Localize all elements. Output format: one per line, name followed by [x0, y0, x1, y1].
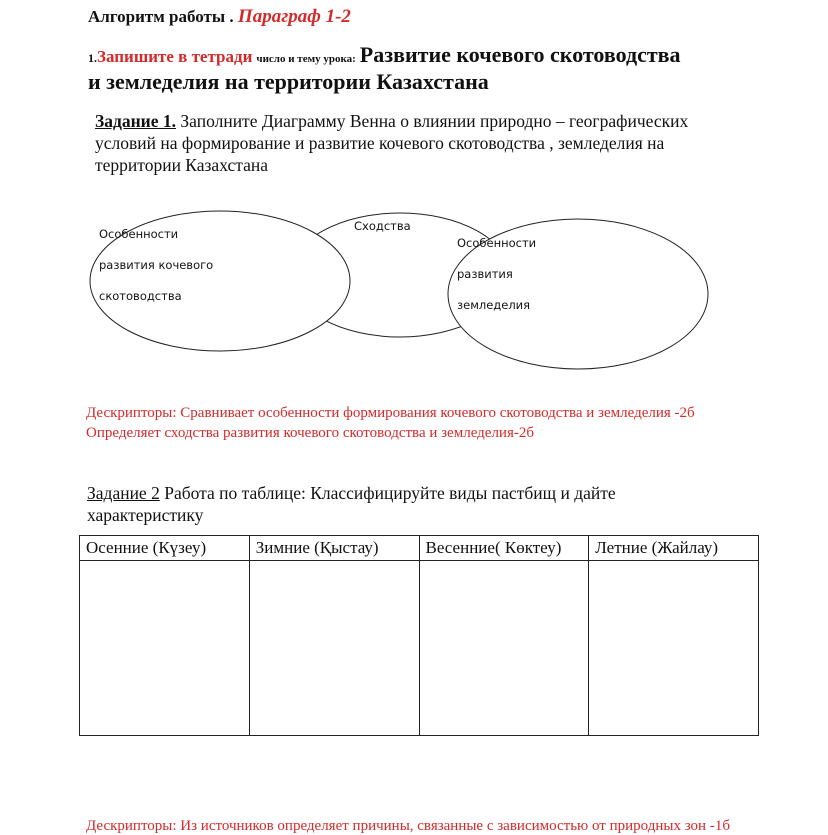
venn-right-text [457, 228, 536, 321]
write-instruction: Запишите в тетради [97, 47, 253, 66]
header-autumn: Осенние (Күзеу) [80, 536, 250, 561]
cell-autumn[interactable] [80, 561, 250, 736]
header-summer: Летние (Жайлау) [589, 536, 759, 561]
venn-middle-text: Сходства [354, 219, 411, 233]
task2-line1: Работа по таблице: Классифицируйте виды пастбищ и дайте [159, 483, 616, 503]
descriptors-1 [86, 403, 695, 443]
venn-left-3: скотоводства [99, 289, 182, 303]
topic-title-1: Развитие кочевого скотоводства [359, 42, 681, 67]
cell-winter[interactable] [249, 561, 419, 736]
table-header-row [80, 536, 759, 561]
venn-diagram [0, 0, 828, 400]
task1-label: Задание 1. [95, 111, 177, 131]
venn-right-2: развития [457, 267, 513, 281]
venn-right-3: земледелия [457, 298, 531, 312]
task2-label: Задание 2 [87, 483, 160, 503]
venn-right-1: Особенности [457, 236, 537, 250]
descriptor-1a: Дескрипторы: Сравнивает особенности формирования кочевого скотоводства и земледелия -2б [86, 405, 695, 421]
task2-line2: характеристику [87, 505, 204, 525]
task1-line1: Заполните Диаграмму Венна о влиянии природно – географических [176, 111, 689, 131]
task1-line2: условий на формирование и развитие кочевого скотоводства , земледелия на [95, 133, 665, 153]
algorithm-label: Алгоритм работы . [88, 7, 234, 26]
task2 [87, 482, 616, 526]
cell-summer[interactable] [589, 561, 759, 736]
descriptors-2: Дескрипторы: Из источников определяет причины, связанные с зависимостью от природных зон -1б [86, 818, 730, 834]
cell-spring[interactable] [419, 561, 589, 736]
topic-title-2: и земледелия на территории Казахстана [88, 69, 489, 94]
venn-left-1: Особенности [99, 227, 179, 241]
topic-number: 1. [88, 51, 97, 65]
descriptor-1b: Определяет сходства развития кочевого скотоводства и земледелия-2б [86, 425, 534, 441]
venn-left-2: развития кочевого [99, 258, 214, 272]
header-spring: Весенние( Көктеу) [419, 536, 589, 561]
paragraph-label: Параграф 1-2 [237, 6, 351, 27]
topic-small: число и тему урока: [256, 53, 356, 65]
task1-line3: территории Казахстана [95, 155, 268, 175]
header-winter: Зимние (Қыстау) [249, 536, 419, 561]
venn-left-text [99, 219, 213, 312]
pasture-table [79, 535, 759, 736]
table-row [80, 561, 759, 736]
